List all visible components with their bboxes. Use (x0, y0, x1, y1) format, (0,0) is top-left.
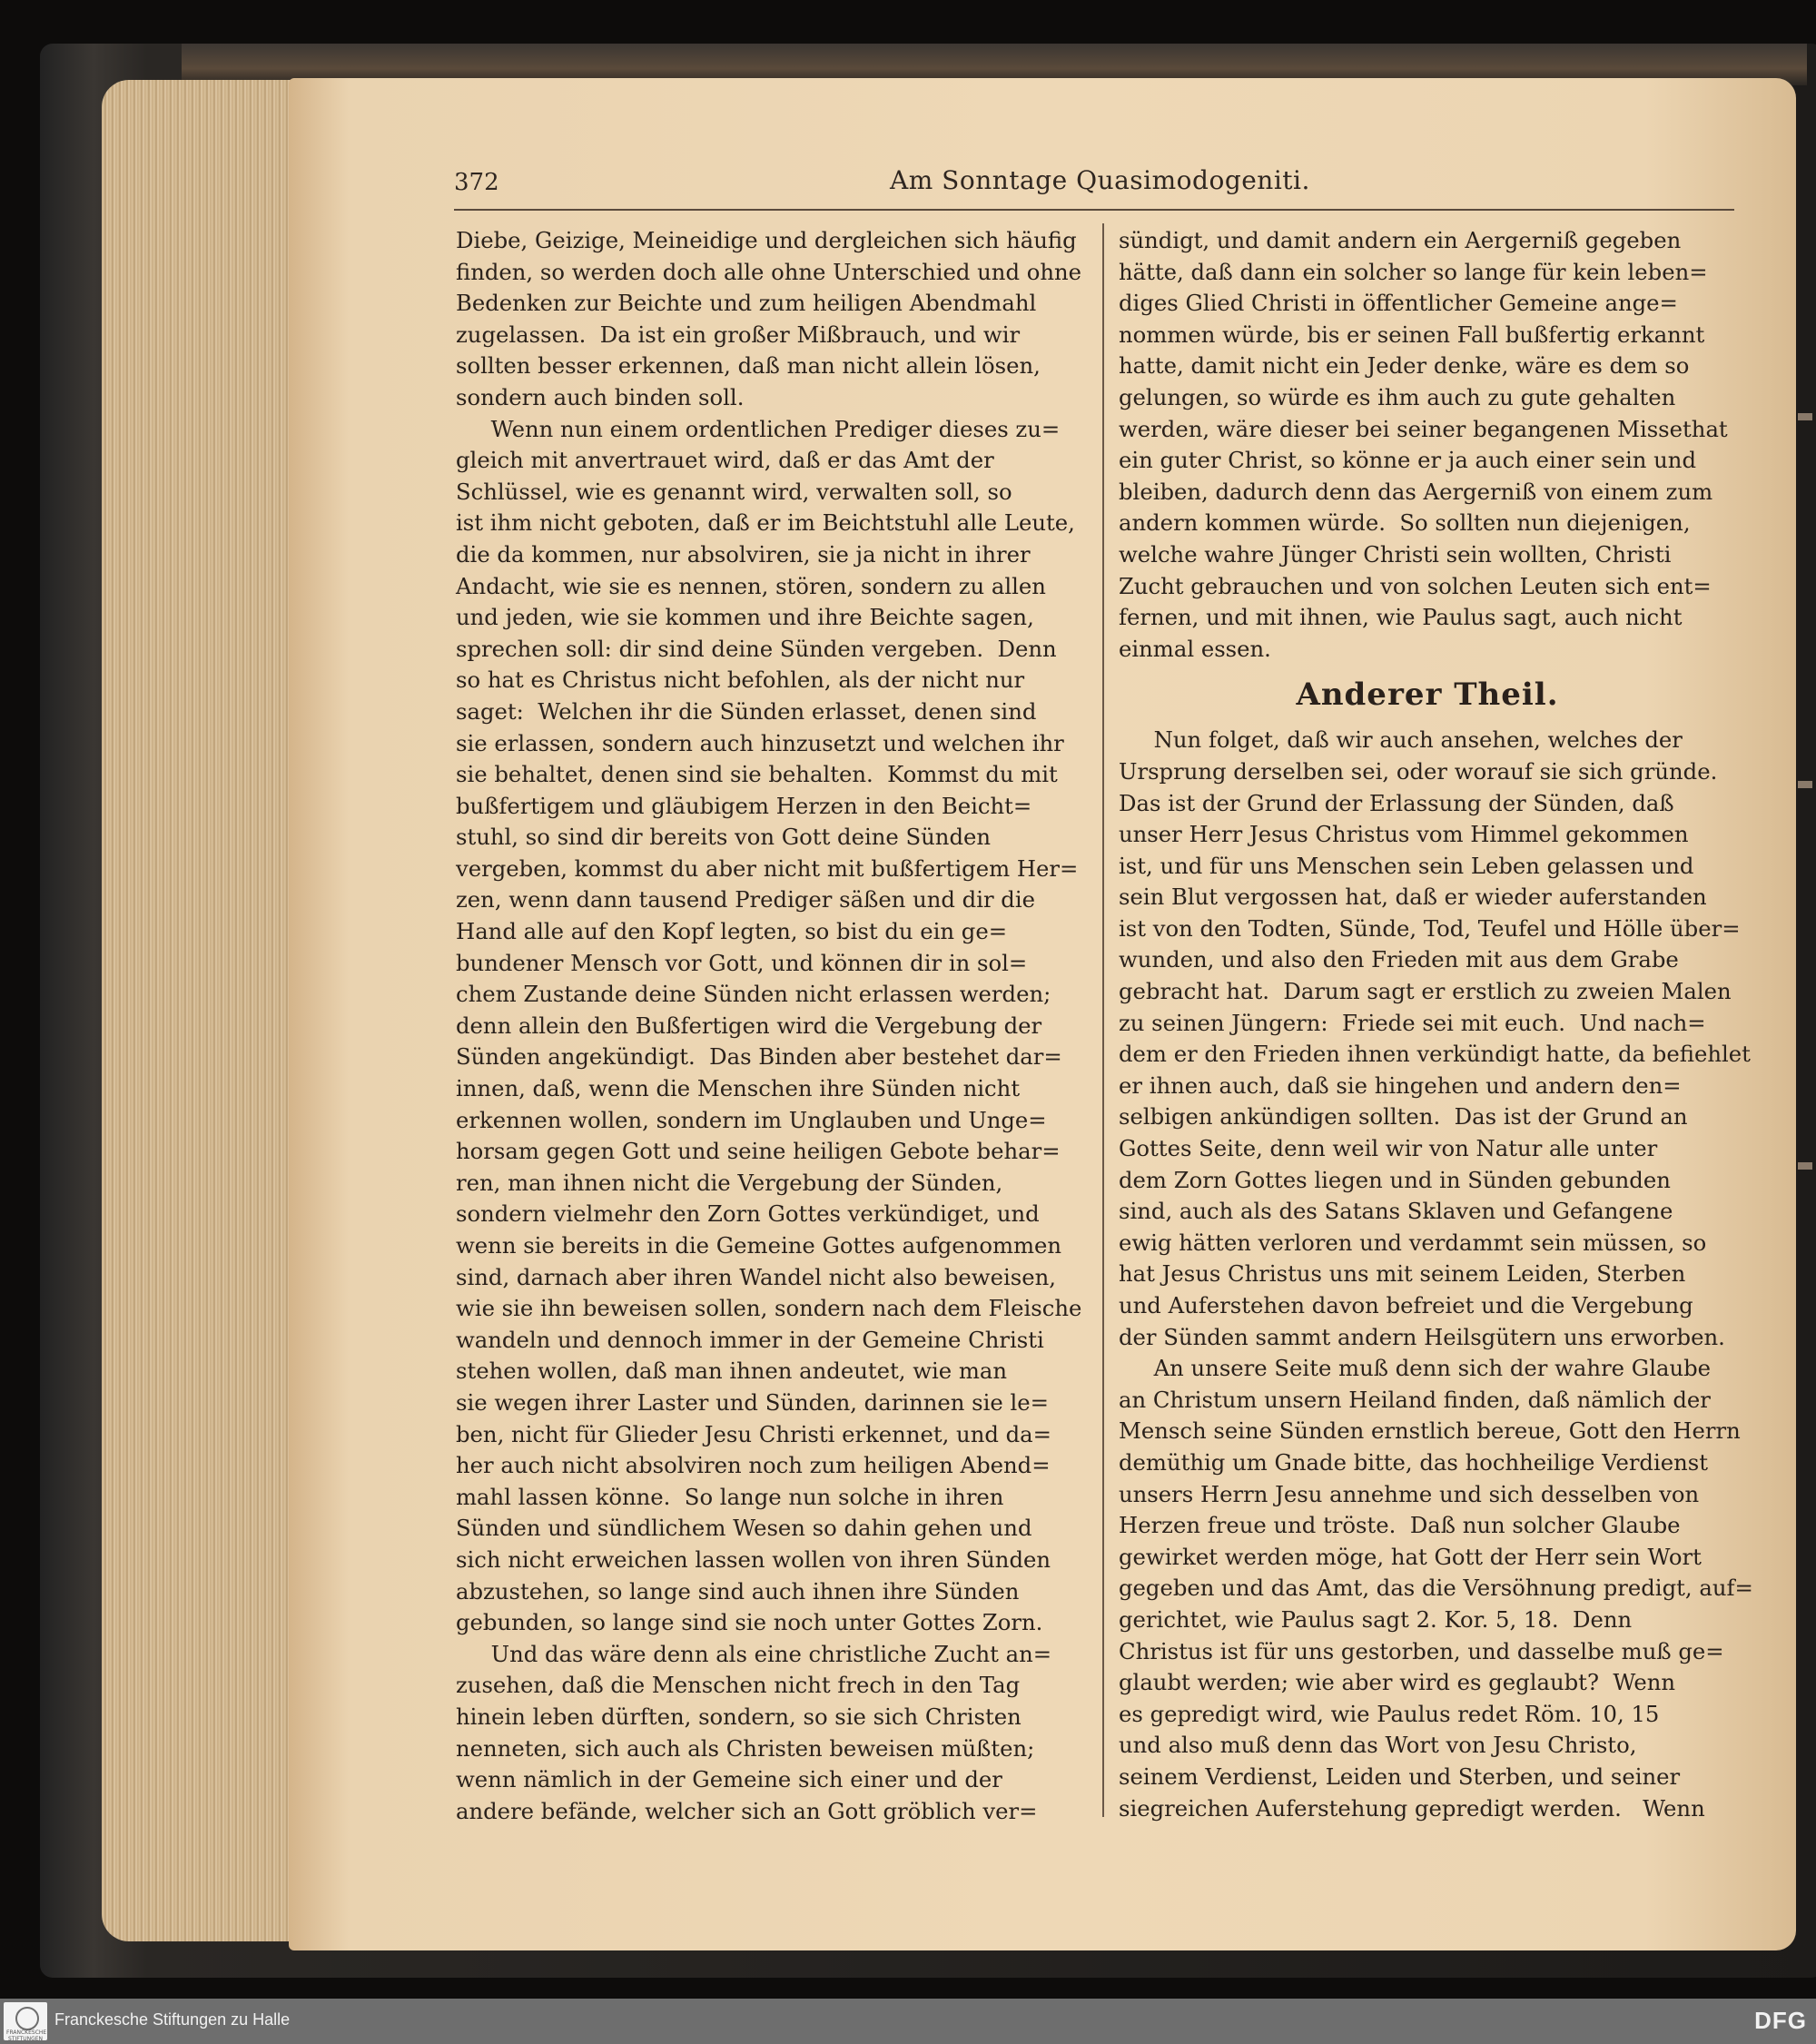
text-line: nommen würde, bis er seinen Fall bußfertig erkannt (1119, 321, 1705, 348)
text-line: andern kommen würde. So sollten nun diejenigen, (1119, 509, 1691, 537)
footer-bar (0, 1999, 1816, 2044)
text-line: sollten besser erkennen, daß man nicht allein lösen, (456, 352, 1041, 380)
text-line: siegreichen Auferstehung gepredigt werden. Wenn (1119, 1794, 1705, 1822)
text-line: Christus ist für uns gestorben, und dasselbe muß ge= (1119, 1637, 1724, 1664)
text-line: ewig hätten verloren und verdammt sein müssen, so (1119, 1229, 1707, 1256)
text-line: gelungen, so würde es ihm auch zu gute gehalten (1119, 383, 1676, 410)
page-marker (1798, 1162, 1812, 1170)
text-line: glaubt werden; wie aber wird es geglaubt? Wenn (1119, 1669, 1676, 1696)
text-line: sie behaltet, denen sind sie behalten. Kommst du mit (456, 761, 1058, 788)
text-line: vergeben, kommst du aber nicht mit bußfertigem Her= (456, 854, 1079, 882)
text-line: Hand alle auf den Kopf legten, so bist du ein ge= (456, 918, 1008, 945)
logo-text: FRANCKESCHE STIFTUNGEN (6, 2029, 47, 2042)
right-column-bottom (1119, 725, 1753, 1824)
text-line: sie wegen ihrer Laster und Sünden, darinnen sie le= (456, 1388, 1050, 1416)
text-line: gerichtet, wie Paulus sagt 2. Kor. 5, 18. Denn (1119, 1605, 1633, 1633)
text-line: bleiben, dadurch denn das Aergerniß von einem zum (1119, 478, 1713, 505)
text-line: sündigt, und damit andern ein Aergerniß gegeben (1119, 227, 1682, 253)
text-line: zugelassen. Da ist ein großer Mißbrauch, und wir (456, 321, 1021, 348)
text-line: sich nicht erweichen lassen wollen von ihren Sünden (456, 1545, 1051, 1573)
text-line: saget: Welchen ihr die Sünden erlasset, denen sind (456, 697, 1037, 725)
text-line: andere befände, welcher sich an Gott gröblich ver= (456, 1797, 1038, 1824)
text-line: mahl lassen könne. So lange nun solche in ihren (456, 1483, 1004, 1510)
text-line: innen, daß, wenn die Menschen ihre Sünden nicht (456, 1075, 1021, 1102)
text-line: er ihnen auch, daß sie hingehen und andern den= (1119, 1071, 1682, 1099)
text-line: stehen wollen, daß man ihnen andeutet, wie man (456, 1358, 1008, 1385)
text-line: bundener Mensch vor Gott, und können dir in sol= (456, 949, 1028, 976)
page-marker (1798, 781, 1812, 788)
text-line: welche wahre Jünger Christi sein wollten, Christi (1119, 540, 1672, 568)
text-line: sind, darnach aber ihren Wandel nicht also beweisen, (456, 1263, 1056, 1290)
text-line: wie sie ihn beweisen sollen, sondern nach dem Fleische (456, 1295, 1082, 1322)
section-heading: Anderer Theil. (1296, 676, 1559, 714)
text-line: diges Glied Christi in öffentlicher Gemeine ange= (1119, 290, 1678, 317)
text-line: gebunden, so lange sind sie noch unter Gottes Zorn. (456, 1609, 1043, 1636)
dfg-logo[interactable]: DFG (1754, 2007, 1807, 2034)
text-line: her auch nicht absolviren noch zum heiligen Abend= (456, 1452, 1051, 1479)
text-line: selbigen ankündigen sollten. Das ist der Grund an (1119, 1103, 1688, 1131)
text-line: ist von den Todten, Sünde, Tod, Teufel und Hölle über= (1119, 914, 1741, 942)
text-line: und also muß denn das Wort von Jesu Christo, (1119, 1732, 1637, 1759)
text-line: demüthig um Gnade bitte, das hochheilige Verdienst (1119, 1448, 1709, 1476)
text-line: Nun folget, daß wir auch ansehen, welches der (1119, 726, 1683, 754)
page-number: 372 (454, 169, 499, 196)
text-line: wenn nämlich in der Gemeine sich einer und der (456, 1766, 1002, 1793)
text-line: hat Jesus Christus uns mit seinem Leiden, Sterben (1119, 1260, 1686, 1288)
left-column (456, 225, 1091, 1827)
text-line: bußfertigem und gläubigem Herzen in den Beicht= (456, 792, 1032, 819)
text-line: an Christum unsern Heiland finden, daß nämlich der (1119, 1386, 1711, 1413)
text-line: und jeden, wie sie kommen und ihre Beichte sagen, (456, 604, 1034, 631)
text-line: und Auferstehen davon befreiet und die Vergebung (1119, 1292, 1693, 1318)
text-line: finden, so werden doch alle ohne Unterschied und ohne (456, 258, 1082, 285)
text-line: wandeln und dennoch immer in der Gemeine Christi (456, 1326, 1044, 1353)
text-line: dem Zorn Gottes liegen und in Sünden gebunden (1119, 1166, 1671, 1193)
text-line: Andacht, wie sie es nennen, stören, sondern zu allen (456, 572, 1046, 599)
text-line: dem er den Frieden ihnen verkündigt hatte, da befiehlet (1119, 1041, 1751, 1068)
text-line: Herzen freue und tröste. Daß nun solcher Glaube (1119, 1512, 1681, 1539)
text-line: Gottes Seite, denn weil wir von Natur alle unter (1119, 1135, 1658, 1162)
text-line: sprechen soll: dir sind deine Sünden vergeben. Denn (456, 635, 1057, 662)
text-line: hatte, damit nicht ein Jeder denke, wäre es dem so (1119, 352, 1690, 380)
text-line: Bedenken zur Beichte und zum heiligen Abendmahl (456, 290, 1037, 317)
text-line: seinem Verdienst, Leiden und Sterben, und seiner (1119, 1763, 1681, 1790)
text-line: abzustehen, so lange sind auch ihnen ihre Sünden (456, 1577, 1020, 1605)
text-line: stuhl, so sind dir bereits von Gott deine Sünden (456, 824, 992, 851)
right-column-top (1119, 225, 1736, 665)
text-line: unsers Herrn Jesu annehme und sich desselben von (1119, 1480, 1700, 1507)
text-line: Sünden angekündigt. Das Binden aber bestehet dar= (456, 1043, 1062, 1071)
text-line: einmal essen. (1119, 635, 1271, 662)
text-line: Zucht gebrauchen und von solchen Leuten sich ent= (1119, 572, 1712, 599)
text-line: Mensch seine Sünden ernstlich bereue, Gott den Herrn (1119, 1417, 1741, 1445)
text-line: hinein leben dürften, sondern, so sie sich Christen (456, 1703, 1022, 1730)
text-line: zen, wenn dann tausend Prediger säßen und dir die (456, 886, 1036, 913)
text-line: sondern auch binden soll. (456, 383, 745, 410)
text-line: An unsere Seite muß denn sich der wahre Glaube (1119, 1355, 1712, 1382)
text-line: Und das wäre denn als eine christliche Zucht an= (456, 1640, 1052, 1667)
text-line: Ursprung derselben sei, oder worauf sie sich gründe. (1119, 757, 1718, 785)
text-line: ist, und für uns Menschen sein Leben gelassen und (1119, 852, 1694, 879)
text-line: der Sünden sammt andern Heilsgütern uns erworben. (1119, 1323, 1725, 1350)
right-column (1119, 225, 1753, 1824)
running-title: Am Sonntage Quasimodogeniti. (890, 165, 1310, 195)
text-line: ren, man ihnen nicht die Vergebung der Sünden, (456, 1169, 1003, 1196)
institution-logo-icon (15, 2007, 39, 2030)
text-line: ben, nicht für Glieder Jesu Christi erkennet, und da= (456, 1420, 1052, 1447)
text-line: gleich mit anvertrauet wird, daß er das Amt der (456, 447, 994, 474)
text-line: denn allein den Bußfertigen wird die Vergebung der (456, 1012, 1042, 1039)
text-line: erkennen wollen, sondern im Unglauben und Unge= (456, 1106, 1047, 1133)
text-line: sie erlassen, sondern auch hinzusetzt und welchen ihr (456, 729, 1064, 756)
text-line: gewirket werden möge, hat Gott der Herr sein Wort (1119, 1543, 1702, 1570)
page-edges (102, 80, 292, 1941)
page-header (454, 165, 1734, 211)
text-line: zusehen, daß die Menschen nicht frech in den Tag (456, 1672, 1021, 1699)
text-line: Diebe, Geizige, Meineidige und dergleichen sich häufig (456, 227, 1077, 253)
text-line: Das ist der Grund der Erlassung der Sünden, daß (1119, 789, 1674, 816)
text-line: ist ihm nicht geboten, daß er im Beichtstuhl alle Leute, (456, 509, 1075, 537)
text-line: chem Zustande deine Sünden nicht erlassen werden; (456, 981, 1051, 1008)
text-line: gegeben und das Amt, das die Versöhnung predigt, auf= (1119, 1575, 1753, 1602)
text-line: sondern vielmehr den Zorn Gottes verkündiget, und (456, 1200, 1040, 1228)
institution-logo (4, 2002, 47, 2040)
text-line: horsam gegen Gott und seine heiligen Gebote behar= (456, 1138, 1061, 1165)
text-line: sein Blut vergossen hat, daß er wieder auferstanden (1119, 884, 1707, 911)
text-line: so hat es Christus nicht befohlen, als der nicht nur (456, 667, 1025, 694)
text-line: sind, auch als des Satans Sklaven und Gefangene (1119, 1198, 1673, 1225)
text-line: Schlüssel, wie es genannt wird, verwalten soll, so (456, 478, 1012, 505)
text-line: gebracht hat. Darum sagt er erstlich zu zweien Malen (1119, 978, 1732, 1005)
text-line: wenn sie bereits in die Gemeine Gottes aufgenommen (456, 1232, 1062, 1259)
text-line: hätte, daß dann ein solcher so lange für kein leben= (1119, 258, 1708, 285)
page-marker (1798, 413, 1812, 420)
text-line: zu seinen Jüngern: Friede sei mit euch. Und nach= (1119, 1009, 1706, 1036)
text-line: Wenn nun einem ordentlichen Prediger dieses zu= (456, 415, 1061, 442)
text-line: es gepredigt wird, wie Paulus redet Röm. 10, 15 (1119, 1700, 1660, 1727)
text-line: nenneten, sich auch als Christen beweisen müßten; (456, 1734, 1035, 1762)
text-line: die da kommen, nur absolviren, sie ja nicht in ihrer (456, 540, 1031, 568)
text-line: Sünden und sündlichem Wesen so dahin gehen und (456, 1515, 1032, 1542)
text-line: ein guter Christ, so könne er ja auch einer sein und (1119, 447, 1697, 474)
column-divider (1102, 223, 1104, 1817)
text-line: fernen, und mit ihnen, wie Paulus sagt, auch nicht (1119, 604, 1683, 631)
text-line: unser Herr Jesus Christus vom Himmel gekommen (1119, 821, 1689, 848)
text-line: werden, wäre dieser bei seiner begangenen Missethat (1119, 415, 1728, 442)
header-rule (454, 209, 1734, 211)
text-line: wunden, und also den Frieden mit aus dem Grabe (1119, 946, 1679, 973)
institution-name[interactable]: Franckesche Stiftungen zu Halle (54, 2010, 291, 2029)
